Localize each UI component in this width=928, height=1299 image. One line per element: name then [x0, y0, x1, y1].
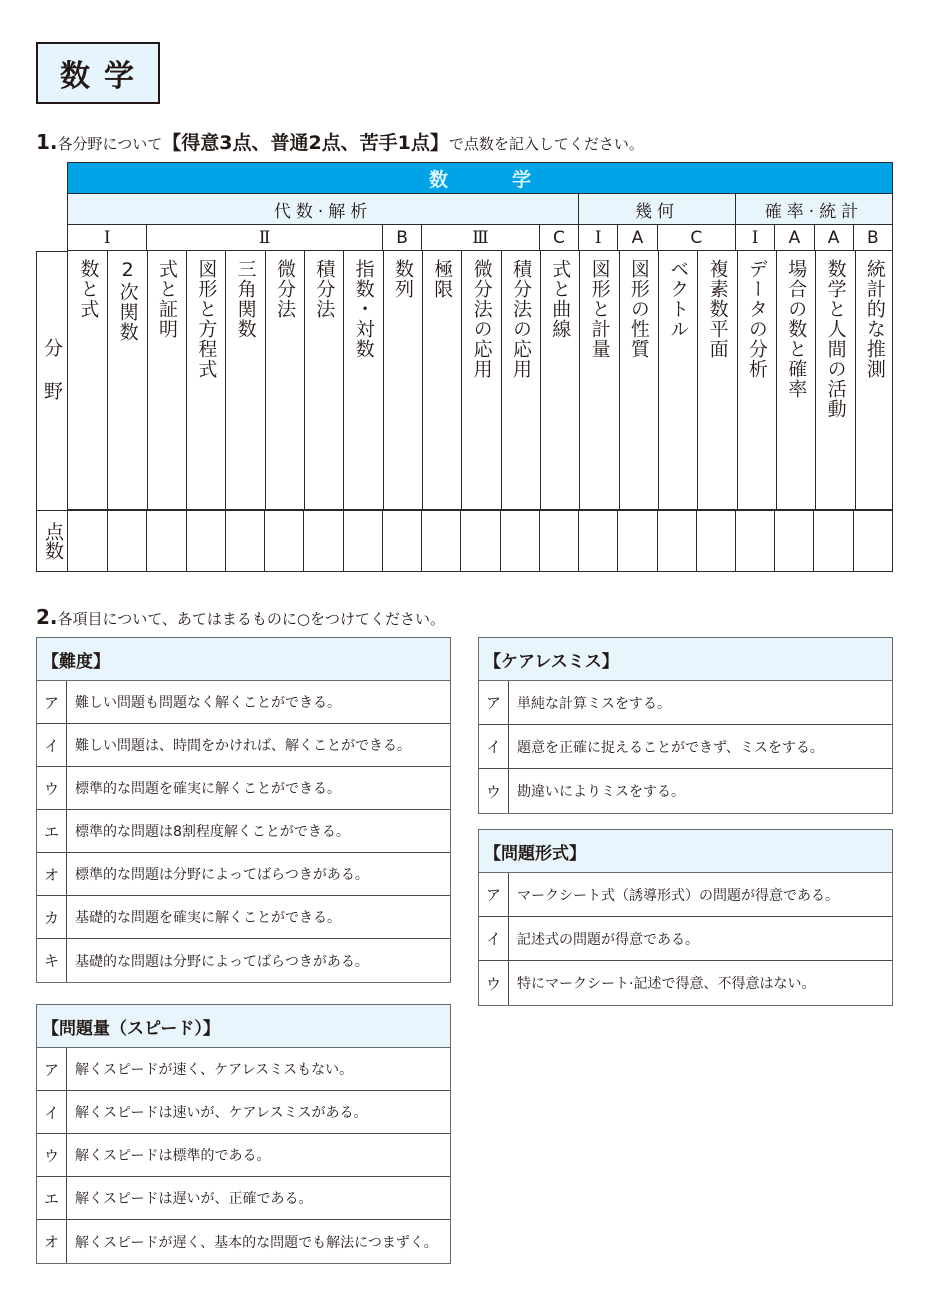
option-table-title: 【ケアレスミス】 — [479, 638, 892, 681]
option-row[interactable] — [37, 1177, 450, 1220]
level-header: A — [774, 225, 813, 250]
speed-table — [36, 1004, 451, 1264]
field-label: 式と証明 — [147, 251, 186, 509]
option-mark[interactable]: イ — [37, 1091, 67, 1133]
option-row[interactable] — [37, 1134, 450, 1177]
level-header: Ⅲ — [421, 225, 539, 250]
difficulty-table — [36, 637, 451, 983]
score-input-cell[interactable] — [617, 511, 656, 571]
side-label-score: 点数 — [36, 510, 68, 572]
score-input-cell[interactable] — [853, 511, 892, 571]
option-mark[interactable]: イ — [37, 724, 67, 766]
option-row[interactable] — [37, 810, 450, 853]
level-header: Ⅰ — [103, 227, 111, 248]
score-input-cell[interactable] — [500, 511, 539, 571]
option-text: 解くスピードが速く、ケアレスミスもない。 — [75, 1062, 354, 1078]
option-text: 標準的な問題は8割程度解くことができる。 — [75, 824, 350, 840]
option-text: 解くスピードは速いが、ケアレスミスがある。 — [75, 1105, 368, 1121]
score-input-cell[interactable] — [264, 511, 303, 571]
option-row[interactable] — [37, 767, 450, 810]
category-header: 代数·解析 — [273, 201, 373, 222]
score-input-cell[interactable] — [735, 511, 774, 571]
field-label: 図形と方程式 — [186, 251, 225, 509]
score-input-cell[interactable] — [343, 511, 382, 571]
level-header: B — [853, 225, 892, 250]
option-table-title: 【問題量（スピード）】 — [37, 1005, 450, 1048]
score-input-cell[interactable] — [186, 511, 225, 571]
option-mark[interactable]: ア — [479, 681, 509, 724]
option-mark[interactable]: ウ — [37, 1134, 67, 1176]
option-row[interactable] — [37, 1220, 450, 1263]
level-header: B — [382, 225, 421, 250]
option-mark[interactable]: ウ — [37, 767, 67, 809]
option-mark[interactable]: ア — [479, 873, 509, 916]
score-input-cell[interactable] — [421, 511, 460, 571]
field-label: 三角関数 — [225, 251, 264, 509]
option-mark[interactable]: カ — [37, 896, 67, 938]
subject-header: 数学 — [67, 162, 893, 194]
option-text: 解くスピードは標準的である。 — [75, 1148, 271, 1164]
field-label: 統計的な推測 — [855, 251, 894, 509]
question-format-table — [478, 829, 893, 1006]
category-header: 確率·統計 — [735, 194, 892, 224]
category-header: 幾何 — [578, 194, 735, 224]
score-input-cell[interactable] — [68, 511, 107, 571]
option-mark[interactable]: イ — [479, 725, 509, 768]
option-mark[interactable]: キ — [37, 939, 67, 982]
careless-mistake-table — [478, 637, 893, 814]
level-header: C — [539, 225, 578, 250]
field-label: 複素数平面 — [697, 251, 736, 509]
option-text: 記述式の問題が得意である。 — [517, 931, 699, 948]
score-input-cell[interactable] — [813, 511, 852, 571]
level-header-row — [67, 224, 893, 251]
option-mark[interactable]: オ — [37, 1220, 67, 1263]
option-row[interactable] — [479, 725, 892, 769]
option-mark[interactable]: オ — [37, 853, 67, 895]
field-label: ベクトル — [658, 251, 697, 509]
score-input-cell[interactable] — [460, 511, 499, 571]
field-label: 数学と人間の活動 — [815, 251, 854, 509]
level-header: A — [814, 225, 853, 250]
question-1-heading — [36, 128, 644, 155]
score-input-cell[interactable] — [774, 511, 813, 571]
score-input-cell[interactable] — [146, 511, 185, 571]
option-row[interactable] — [37, 724, 450, 767]
score-input-cell[interactable] — [539, 511, 578, 571]
page-title: 数学 — [36, 42, 160, 104]
option-row[interactable] — [37, 939, 450, 982]
score-input-cell[interactable] — [657, 511, 696, 571]
option-mark[interactable]: イ — [479, 917, 509, 960]
score-input-cell[interactable] — [107, 511, 146, 571]
field-label: 指数・対数 — [343, 251, 382, 509]
question-2-text: 各項目について、あてはまるものに○をつけてください。 — [57, 610, 446, 628]
field-label: 数と式 — [77, 259, 100, 319]
field-label: 積分法の応用 — [501, 251, 540, 509]
question-1-text-before: 各分野について — [57, 135, 163, 153]
option-mark[interactable]: ウ — [479, 961, 509, 1005]
level-header: C — [657, 225, 735, 250]
option-row[interactable] — [37, 1091, 450, 1134]
question-1-criteria: 【得意3点、普通2点、苦手1点】 — [162, 132, 449, 154]
option-row[interactable] — [479, 961, 892, 1005]
option-mark[interactable]: ア — [37, 681, 67, 723]
category-header-row — [67, 194, 893, 224]
option-text: 難しい問題も問題なく解くことができる。 — [75, 695, 341, 711]
question-2-heading — [36, 605, 445, 629]
option-row[interactable] — [479, 681, 892, 725]
field-label: 数列 — [383, 251, 422, 509]
field-label: 図形と計量 — [579, 251, 618, 509]
option-row[interactable] — [37, 1048, 450, 1091]
option-row[interactable] — [37, 681, 450, 724]
option-text: マークシート式（誘導形式）の問題が得意である。 — [517, 887, 839, 904]
question-2-number: 2. — [36, 605, 58, 629]
option-row[interactable] — [479, 769, 892, 813]
level-header: Ⅱ — [146, 225, 381, 250]
question-1-number: 1. — [36, 130, 58, 154]
question-1-text-after: で点数を記入してください。 — [448, 135, 644, 153]
option-mark[interactable]: ウ — [479, 769, 509, 813]
option-table-title: 【問題形式】 — [479, 830, 892, 873]
side-label-field: 分野 — [36, 251, 68, 510]
level-header: Ⅰ — [578, 225, 617, 250]
score-input-cell[interactable] — [696, 511, 735, 571]
option-text: 基礎的な問題を確実に解くことができる。 — [75, 910, 341, 926]
field-row — [67, 251, 893, 510]
option-text: 難しい問題は、時間をかければ、解くことができる。 — [75, 738, 411, 754]
field-label: 微分法の応用 — [461, 251, 500, 509]
option-text: 解くスピードは遅いが、正確である。 — [75, 1191, 313, 1207]
field-label: 式と曲線 — [540, 251, 579, 509]
option-row[interactable] — [37, 853, 450, 896]
option-text: 特にマークシート·記述で得意、不得意はない。 — [517, 976, 816, 992]
score-row — [67, 510, 893, 572]
option-text: 勘違いによりミスをする。 — [517, 784, 685, 800]
option-table-title: 【難度】 — [37, 638, 450, 681]
level-header: A — [617, 225, 656, 250]
field-label: 図形の性質 — [619, 251, 658, 509]
option-text: 単純な計算ミスをする。 — [517, 695, 671, 712]
level-header: Ⅰ — [735, 225, 774, 250]
score-input-cell[interactable] — [382, 511, 421, 571]
option-row[interactable] — [479, 917, 892, 961]
option-mark[interactable]: エ — [37, 810, 67, 852]
score-input-cell[interactable] — [578, 511, 617, 571]
option-text: 基礎的な問題は分野によってばらつきがある。 — [75, 953, 369, 970]
option-mark[interactable]: エ — [37, 1177, 67, 1219]
field-label: データの分析 — [737, 251, 776, 509]
field-label: 2次関数 — [107, 251, 146, 509]
option-text: 標準的な問題を確実に解くことができる。 — [75, 781, 341, 797]
score-input-cell[interactable] — [225, 511, 264, 571]
score-input-cell[interactable] — [303, 511, 342, 571]
option-row[interactable] — [37, 896, 450, 939]
field-label: 積分法 — [304, 251, 343, 509]
option-text: 解くスピードが遅く、基本的な問題でも解法につまずく。 — [75, 1234, 438, 1251]
field-label: 極限 — [422, 251, 461, 509]
field-label: 場合の数と確率 — [776, 251, 815, 509]
field-label: 微分法 — [265, 251, 304, 509]
option-row[interactable] — [479, 873, 892, 917]
option-text: 題意を正確に捉えることができず、ミスをする。 — [517, 739, 824, 756]
option-mark[interactable]: ア — [37, 1048, 67, 1090]
option-text: 標準的な問題は分野によってばらつきがある。 — [75, 867, 369, 883]
